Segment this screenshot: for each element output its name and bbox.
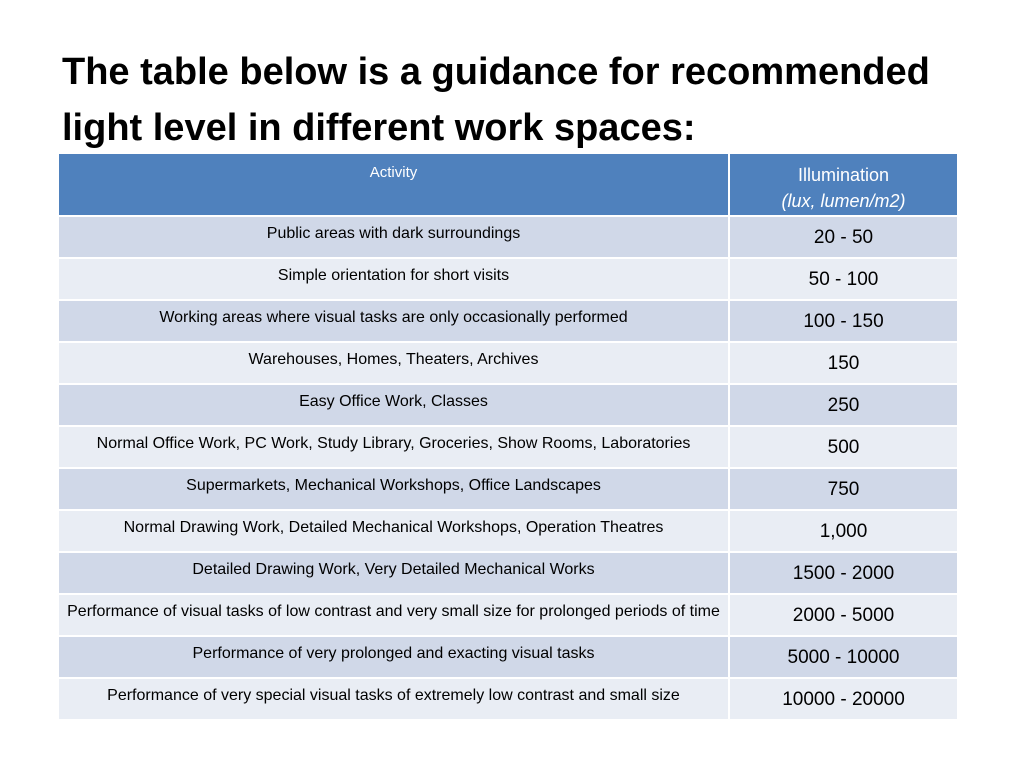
table-header: [58, 153, 958, 216]
slide-title: [62, 44, 1002, 156]
illumination-cell: 1500 - 2000: [729, 552, 958, 594]
table-row: [58, 678, 958, 720]
illumination-cell: 10000 - 20000: [729, 678, 958, 720]
illumination-cell: 150: [729, 342, 958, 384]
header-illumination: [729, 153, 958, 216]
activity-cell: Supermarkets, Mechanical Workshops, Office Landscapes: [58, 468, 729, 510]
header-illumination-label: Illumination: [797, 165, 890, 185]
table-row: [58, 426, 958, 468]
activity-cell: Warehouses, Homes, Theaters, Archives: [58, 342, 729, 384]
activity-cell: Normal Drawing Work, Detailed Mechanical Workshops, Operation Theatres: [58, 510, 729, 552]
activity-cell: Simple orientation for short visits: [58, 258, 729, 300]
table-row: [58, 594, 958, 636]
table-body: [58, 216, 958, 720]
illumination-cell: 100 - 150: [729, 300, 958, 342]
header-activity: Activity: [58, 153, 729, 216]
table-row: [58, 258, 958, 300]
illumination-guidance-table: [57, 152, 959, 721]
illumination-cell: 500: [729, 426, 958, 468]
activity-cell: Performance of very prolonged and exacting visual tasks: [58, 636, 729, 678]
illumination-cell: 750: [729, 468, 958, 510]
illumination-cell: 250: [729, 384, 958, 426]
table-row: [58, 342, 958, 384]
table-row: [58, 636, 958, 678]
illumination-cell: 50 - 100: [729, 258, 958, 300]
illumination-cell: 20 - 50: [729, 216, 958, 258]
activity-cell: Normal Office Work, PC Work, Study Library, Groceries, Show Rooms, Laboratories: [58, 426, 729, 468]
table-row: [58, 216, 958, 258]
table-row: [58, 468, 958, 510]
activity-cell: Performance of visual tasks of low contrast and very small size for prolonged periods of time: [58, 594, 729, 636]
table-row: [58, 552, 958, 594]
header-illumination-unit: (lux, lumen/m2): [781, 191, 906, 211]
activity-cell: Detailed Drawing Work, Very Detailed Mechanical Works: [58, 552, 729, 594]
activity-cell: Easy Office Work, Classes: [58, 384, 729, 426]
slide-title-line-2: light level in different work spaces:: [62, 107, 696, 149]
activity-cell: Working areas where visual tasks are only occasionally performed: [58, 300, 729, 342]
slide-title-line-1: The table below is a guidance for recommended: [62, 51, 930, 93]
illumination-cell: 5000 - 10000: [729, 636, 958, 678]
table-row: [58, 384, 958, 426]
activity-cell: Performance of very special visual tasks of extremely low contrast and small size: [58, 678, 729, 720]
header-row: [58, 153, 958, 216]
illumination-cell: 2000 - 5000: [729, 594, 958, 636]
activity-cell: Public areas with dark surroundings: [58, 216, 729, 258]
table-row: [58, 300, 958, 342]
illumination-cell: 1,000: [729, 510, 958, 552]
table-row: [58, 510, 958, 552]
